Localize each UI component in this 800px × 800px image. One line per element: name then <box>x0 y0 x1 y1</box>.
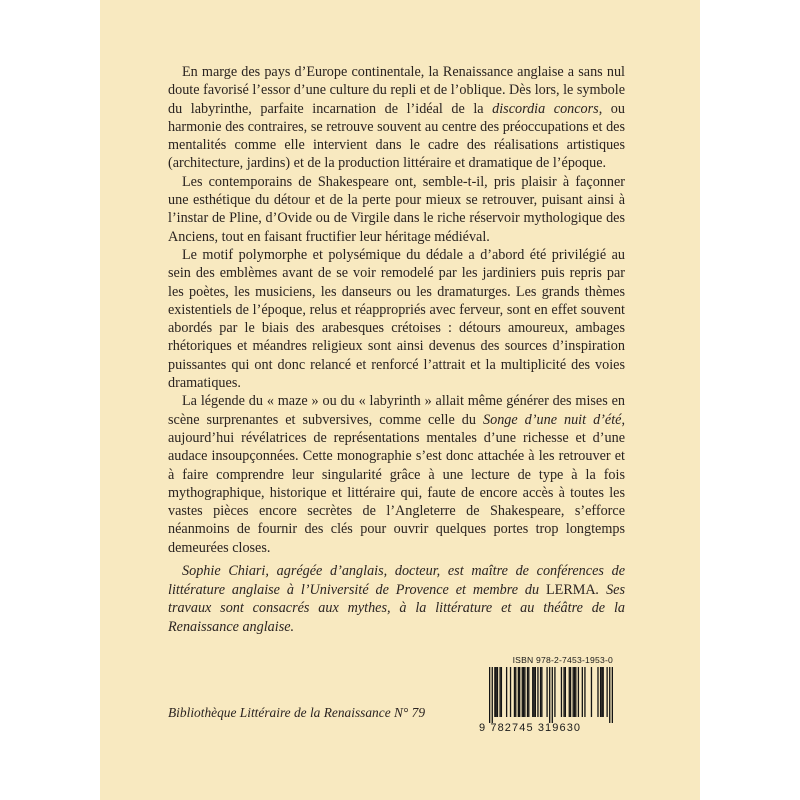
barcode-bar <box>496 667 497 717</box>
text-run: , aujourd’hui révélatrices de représentations mentales d’une richesse et d’une audace insoupçonnées. Cette monographie s’est donc attachée à les retrouver et à faire comprendre leur singularité grâce à une lecture de type à la fois mythographique, historique et littéraire qui, faute de encore accès à toutes les vastes pièces encore secrètes de l’Angleterre de Shakespeare, s’efforce néanmoins de fournir des clés pour ouvrir quelques portes trop longtemps demeurées closes. <box>168 411 625 556</box>
barcode-bar <box>584 667 585 717</box>
barcode-bar <box>573 667 574 717</box>
barcode-bar <box>528 667 529 717</box>
barcode-bar <box>494 667 495 717</box>
barcode-bar <box>591 667 592 717</box>
ean-digits: 9 782745 319630 <box>479 722 582 734</box>
barcode-bar <box>533 667 534 717</box>
barcode-bar <box>546 667 547 717</box>
barcode-bar <box>523 667 524 717</box>
barcode-bar <box>541 667 542 717</box>
barcode-bar <box>552 667 553 723</box>
italic-title: discordia concors <box>492 100 599 117</box>
barcode-bar <box>537 667 538 717</box>
bio-run: . Ses travaux sont consacrés aux mythes, à la littérature et au théâtre de la Renaissance anglaise. <box>168 581 625 635</box>
barcode-bar <box>510 667 511 717</box>
barcode-bar <box>527 667 528 717</box>
barcode-bar <box>612 667 613 723</box>
author-bio <box>168 562 625 636</box>
blurb-paragraph <box>168 63 625 173</box>
barcode-bar <box>561 667 562 717</box>
text-run: Les contemporains de Shakespeare ont, semble-t-il, pris plaisir à façonner une esthétique du détour et de la perte pour mieux se retrouver, puisant ainsi à l’instar de Pline, d’Ovide ou de Virgile dans le riche réservoir mythologique des Anciens, tout en faisant fructifier leur héritage médiéval. <box>168 173 625 245</box>
barcode-bar <box>497 667 498 717</box>
barcode-bar <box>501 667 502 717</box>
text-run: En marge des pays d’Europe continentale, la Renaissance anglaise a sans nul doute favorisé l’essor d’une culture du repli et de l’oblique. Dès lors, le symbole du labyrinthe, parfaite incarnation de l’idéal de la <box>168 64 625 117</box>
barcode-bar <box>600 667 601 717</box>
barcode-bar <box>514 667 515 717</box>
barcode-bar <box>606 667 607 717</box>
isbn-barcode-block <box>479 655 613 735</box>
barcode-bar <box>522 667 523 717</box>
bio-acronym: LERMA <box>545 581 596 598</box>
barcode-bar <box>582 667 583 717</box>
italic-title: Songe d’une nuit d’été <box>483 411 622 428</box>
barcode-icon <box>489 667 613 723</box>
barcode-bar <box>540 667 541 717</box>
back-cover <box>100 0 700 800</box>
isbn-label: ISBN 978-2-7453-1953-0 <box>512 655 613 665</box>
barcode-bar <box>601 667 602 717</box>
blurb-paragraph <box>168 392 625 557</box>
barcode-bar <box>519 667 520 717</box>
barcode-bar <box>518 667 519 717</box>
text-run: Le motif polymorphe et polysémique du dédale a d’abord été privilégié au sein des emblèmes avant de se voir remodelé par les jardiniers puis repris par les poètes, les musiciens, les danseurs ou les dramaturges. Les grands thèmes existentiels de l’époque, relus et réappropriés avec ferveur, sont en effet souvent abordés par le biais des arabesques crétoises : détours amoureux, ambages rhétoriques et méandres religieux sont ainsi devenus des sources d’inspiration puissantes qui ont donc relancé et renforcé l’attrait et la multiplicité des voies dramatiques. <box>168 246 625 392</box>
barcode-bar <box>492 667 493 723</box>
barcode-bar <box>549 667 550 723</box>
barcode-bar <box>499 667 500 717</box>
blurb-paragraph <box>168 246 625 392</box>
barcode-bar <box>575 667 576 717</box>
barcode-bar <box>532 667 533 717</box>
barcode-bar <box>570 667 571 717</box>
barcode-bar <box>565 667 566 717</box>
barcode-bar <box>515 667 516 717</box>
barcode-bar <box>578 667 579 717</box>
barcode-bar <box>524 667 525 717</box>
series-line: Bibliothèque Littéraire de la Renaissance N° 79 <box>168 705 426 720</box>
text-run: , ou harmonie des contraires, se retrouve souvent au centre des préoccupations et des mentalités comme elle intervient dans le cadre des réalisations artistiques (architecture, jardins) et de la production littéraire et dramatique de l’époque. <box>168 100 625 172</box>
barcode-bar <box>603 667 604 717</box>
barcode-bar <box>609 667 610 723</box>
barcode-bar <box>554 667 555 717</box>
barcode-bar <box>506 667 507 717</box>
barcode-bar <box>574 667 575 717</box>
bio-run: Sophie Chiari, agrégée d’anglais, docteur, est maître de conférences de littérature anglaise à l’Université de Provence et membre du <box>168 563 625 598</box>
barcode-bar <box>563 667 564 717</box>
barcode-bar <box>569 667 570 717</box>
barcode-bar <box>597 667 598 717</box>
text-run: La légende du « maze » ou du « labyrinth » allait même générer des mises en scène surprenantes et subversives, comme celle du <box>168 393 625 428</box>
barcode-bar <box>535 667 536 717</box>
blurb-paragraph <box>168 173 625 246</box>
barcode-bar <box>489 667 490 723</box>
blurb-text <box>168 63 625 557</box>
